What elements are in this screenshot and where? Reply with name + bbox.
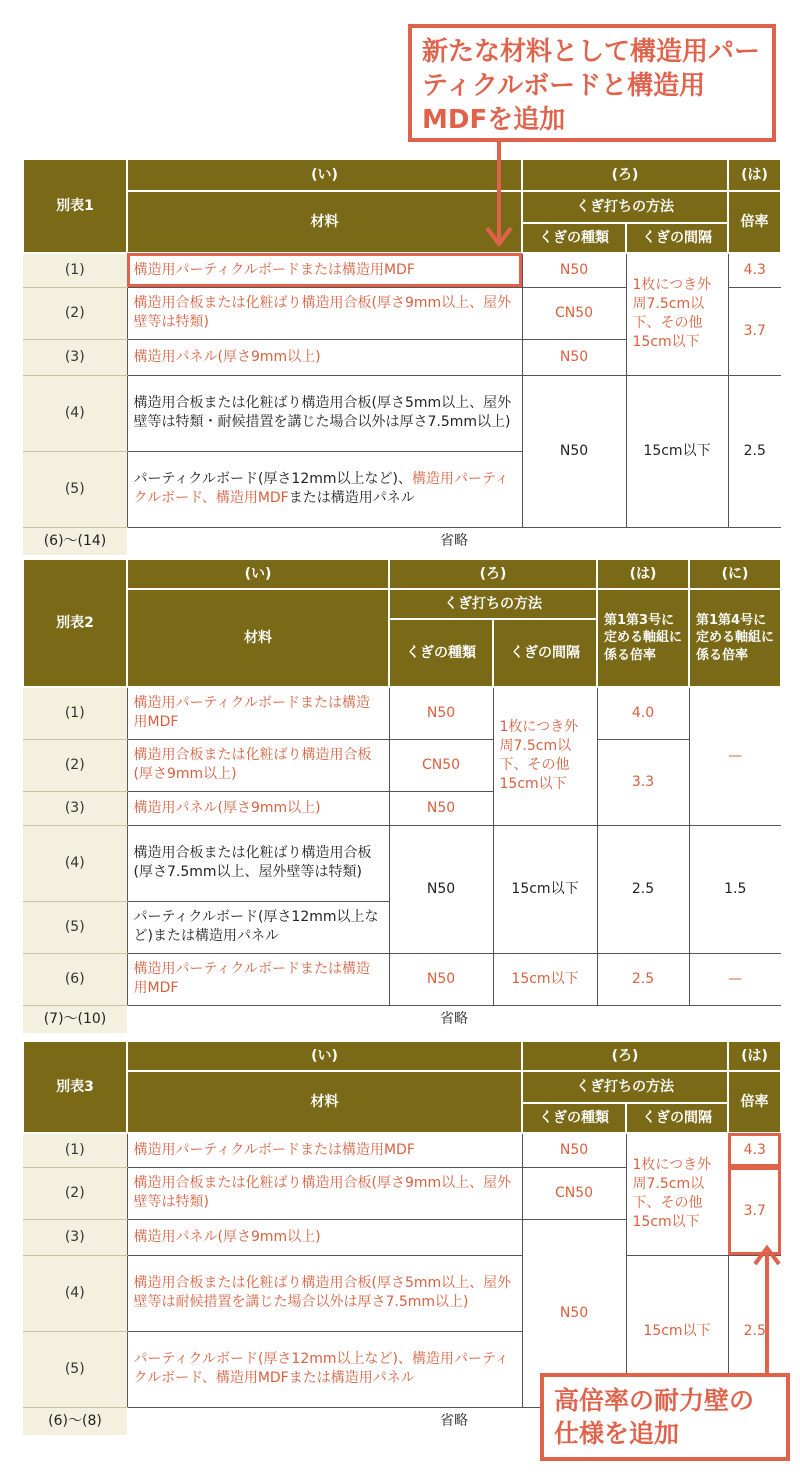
header-material: 材料 bbox=[127, 589, 389, 687]
arrow-up-icon bbox=[752, 1244, 782, 1376]
header-ha: (は) bbox=[597, 559, 689, 589]
row-number: (4) bbox=[23, 825, 127, 901]
spacing-cell: 1枚につき外周7.5cm以下、その他15cm以下 bbox=[493, 687, 597, 825]
material-text: または構造用パネル bbox=[288, 490, 415, 506]
material-cell: 構造用パーティクルボードまたは構造用MDF bbox=[127, 253, 522, 287]
annotation-high-ratio: 高倍率の耐力壁の仕様を追加 bbox=[540, 1373, 790, 1461]
header-material: 材料 bbox=[127, 191, 522, 253]
kind-cell: N50 bbox=[522, 1219, 626, 1407]
header-spacing: くぎの間隔 bbox=[626, 223, 728, 253]
header-spacing: くぎの間隔 bbox=[626, 1103, 728, 1133]
row-number: (2) bbox=[23, 1167, 127, 1219]
header-ha: (は) bbox=[728, 1041, 781, 1071]
table-1 bbox=[22, 158, 782, 555]
table-2 bbox=[22, 558, 782, 1033]
kind-cell: N50 bbox=[522, 375, 626, 527]
header-ha-text: 第1第3号に定める軸組に係る倍率 bbox=[597, 589, 689, 687]
spacing-cell: 1枚につき外周7.5cm以下、その他15cm以下 bbox=[626, 1133, 728, 1255]
header-kind: くぎの種類 bbox=[522, 1103, 626, 1133]
ni-cell: — bbox=[689, 687, 781, 825]
row-number: (2) bbox=[23, 287, 127, 339]
header-i: (い) bbox=[127, 159, 522, 191]
header-ro: (ろ) bbox=[522, 1041, 728, 1071]
material-text: パーティクルボード(厚さ12mm以上など)、 bbox=[133, 471, 412, 488]
header-ratio: 倍率 bbox=[728, 1071, 781, 1133]
spacing-cell: 15cm以下 bbox=[493, 953, 597, 1005]
arrow-down-icon bbox=[484, 140, 514, 252]
ratio-cell: 2.5 bbox=[728, 1255, 781, 1407]
ratio-cell: 3.7 bbox=[728, 287, 781, 375]
row-number: (3) bbox=[23, 791, 127, 825]
material-cell: 構造用パーティクルボードまたは構造用MDF bbox=[127, 1133, 522, 1167]
table-label: 別表2 bbox=[23, 559, 127, 687]
row-number: (4) bbox=[23, 1255, 127, 1331]
ratio-cell: 2.5 bbox=[728, 375, 781, 527]
header-ha: (は) bbox=[728, 159, 781, 191]
omitted-label: 省略 bbox=[440, 1412, 468, 1429]
spacing-cell: 15cm以下 bbox=[626, 1255, 728, 1407]
kind-cell: N50 bbox=[389, 791, 493, 825]
omitted-rows-number: (6)〜(14) bbox=[23, 527, 127, 555]
row-number: (2) bbox=[23, 739, 127, 791]
material-cell: 構造用合板または化粧ばり構造用合板(厚さ5mm以上、屋外壁等は耐候措置を講じた場合以外は厚さ7.5mm以上) bbox=[127, 1255, 522, 1331]
kind-cell: CN50 bbox=[522, 1167, 626, 1219]
material-cell: 構造用合板または化粧ばり構造用合板(厚さ9mm以上、屋外壁等は特類) bbox=[127, 287, 522, 339]
omitted-label: 省略 bbox=[440, 532, 468, 549]
row-number: (4) bbox=[23, 375, 127, 451]
table-label: 別表3 bbox=[23, 1041, 127, 1133]
kind-cell: CN50 bbox=[522, 287, 626, 339]
material-text-added: 構造用パーティクルボード、構造用MDF bbox=[133, 471, 509, 506]
kind-cell: N50 bbox=[522, 339, 626, 375]
material-cell: 構造用パネル(厚さ9mm以上) bbox=[127, 1219, 522, 1255]
ni-cell: — bbox=[689, 953, 781, 1005]
header-ro: (ろ) bbox=[389, 559, 597, 589]
material-cell: 構造用パネル(厚さ9mm以上) bbox=[127, 339, 522, 375]
header-method: くぎ打ちの方法 bbox=[522, 1071, 728, 1103]
ha-cell: 4.0 bbox=[597, 687, 689, 739]
material-cell: 構造用合板または化粧ばり構造用合板(厚さ9mm以上) bbox=[127, 739, 389, 791]
material-cell: パーティクルボード(厚さ12mm以上など)、構造用パーティクルボード、構造用MDFまたは構造用パネル bbox=[127, 1331, 522, 1407]
material-cell: 構造用パネル(厚さ9mm以上) bbox=[127, 791, 389, 825]
kind-cell: N50 bbox=[389, 825, 493, 953]
kind-cell: N50 bbox=[522, 253, 626, 287]
omitted-rows-number: (6)〜(8) bbox=[23, 1407, 127, 1435]
header-ni: (に) bbox=[689, 559, 781, 589]
kind-cell: N50 bbox=[389, 953, 493, 1005]
header-i: (い) bbox=[127, 1041, 522, 1071]
header-i: (い) bbox=[127, 559, 389, 589]
omitted-rows-number: (7)〜(10) bbox=[23, 1005, 127, 1033]
ha-cell: 2.5 bbox=[597, 825, 689, 953]
row-number: (5) bbox=[23, 901, 127, 953]
header-kind: くぎの種類 bbox=[522, 223, 626, 253]
header-ro: (ろ) bbox=[522, 159, 728, 191]
header-spacing: くぎの間隔 bbox=[493, 619, 597, 687]
ratio-cell: 4.3 bbox=[728, 1133, 781, 1167]
ni-cell: 1.5 bbox=[689, 825, 781, 953]
ratio-cell: 4.3 bbox=[728, 253, 781, 287]
spacing-cell: 1枚につき外周7.5cm以下、その他15cm以下 bbox=[626, 253, 728, 375]
kind-cell: N50 bbox=[389, 687, 493, 739]
ha-cell: 3.3 bbox=[597, 739, 689, 825]
row-number: (5) bbox=[23, 451, 127, 527]
material-cell: 構造用パーティクルボードまたは構造用MDF bbox=[127, 953, 389, 1005]
spacing-cell: 15cm以下 bbox=[626, 375, 728, 527]
material-cell: 構造用パーティクルボードまたは構造用MDF bbox=[127, 687, 389, 739]
row-number: (1) bbox=[23, 687, 127, 739]
kind-cell: CN50 bbox=[389, 739, 493, 791]
row-number: (1) bbox=[23, 253, 127, 287]
material-cell: 構造用合板または化粧ばり構造用合板(厚さ9mm以上、屋外壁等は特類) bbox=[127, 1167, 522, 1219]
row-number: (3) bbox=[23, 1219, 127, 1255]
header-ni-text: 第1第4号に定める軸組に係る倍率 bbox=[689, 589, 781, 687]
omitted-label: 省略 bbox=[440, 1010, 468, 1027]
annotation-new-materials: 新たな材料として構造用パーティクルボードと構造用MDFを追加 bbox=[408, 24, 776, 142]
header-ratio: 倍率 bbox=[728, 191, 781, 253]
header-method: くぎ打ちの方法 bbox=[522, 191, 728, 223]
material-cell: パーティクルボード(厚さ12mm以上など)または構造用パネル bbox=[127, 901, 389, 953]
row-number: (5) bbox=[23, 1331, 127, 1407]
ratio-cell: 3.7 bbox=[728, 1167, 781, 1255]
spacing-cell: 15cm以下 bbox=[493, 825, 597, 953]
table-label: 別表1 bbox=[23, 159, 127, 253]
material-cell: 構造用合板または化粧ばり構造用合板(厚さ5mm以上、屋外壁等は特類・耐候措置を講じた場合以外は厚さ7.5mm以上) bbox=[127, 375, 522, 451]
ha-cell: 2.5 bbox=[597, 953, 689, 1005]
material-cell bbox=[127, 451, 522, 527]
material-cell: 構造用合板または化粧ばり構造用合板(厚さ7.5mm以上、屋外壁等は特類) bbox=[127, 825, 389, 901]
row-number: (1) bbox=[23, 1133, 127, 1167]
header-method: くぎ打ちの方法 bbox=[389, 589, 597, 619]
kind-cell: N50 bbox=[522, 1133, 626, 1167]
header-kind: くぎの種類 bbox=[389, 619, 493, 687]
row-number: (3) bbox=[23, 339, 127, 375]
header-material: 材料 bbox=[127, 1071, 522, 1133]
row-number: (6) bbox=[23, 953, 127, 1005]
